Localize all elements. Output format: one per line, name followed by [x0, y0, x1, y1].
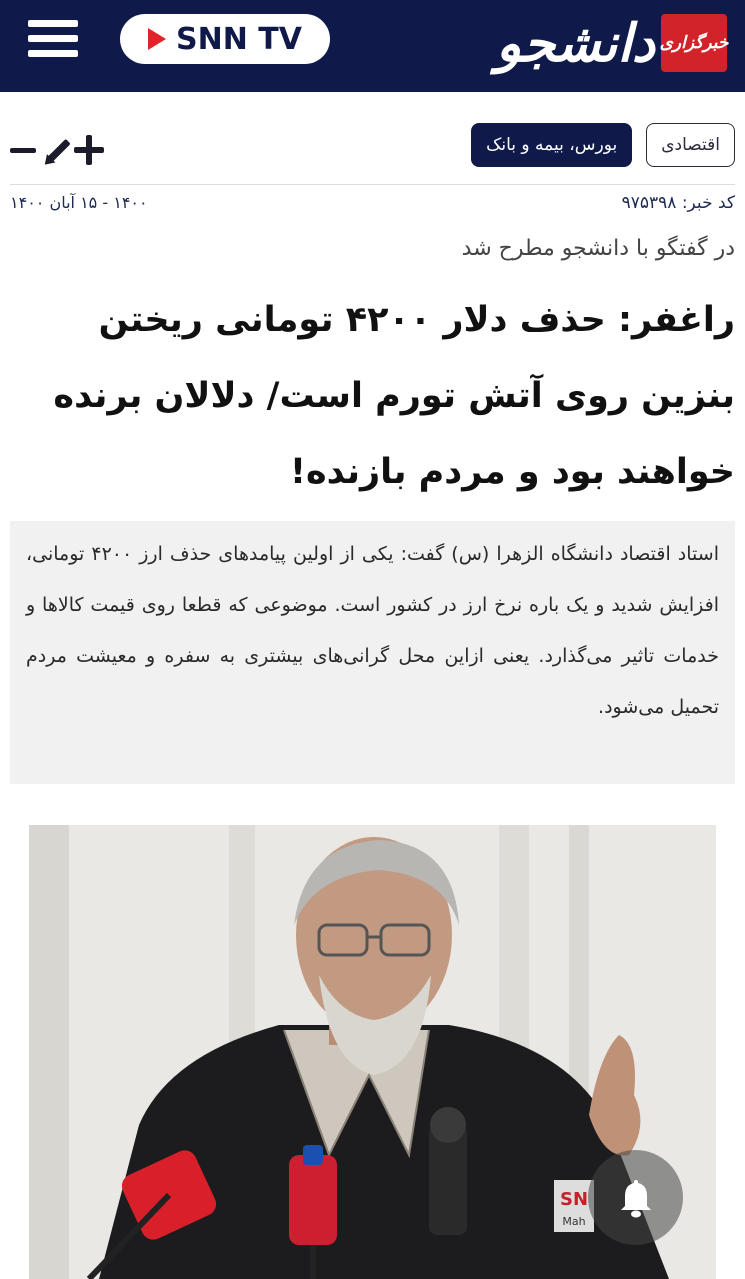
publish-date: ۱۴۰۰ - ۱۵ آبان ۱۴۰۰ — [10, 193, 148, 212]
snn-tv-button[interactable] — [120, 14, 330, 64]
font-increase-icon[interactable] — [74, 135, 104, 165]
logo-badge: خبرگزاری — [661, 14, 727, 72]
snn-tv-label: SNN TV — [176, 21, 302, 57]
tag-stock-insurance-bank[interactable]: بورس، بیمه و بانک — [471, 123, 632, 167]
watermark-sub: Mah — [562, 1215, 586, 1228]
play-icon — [148, 28, 166, 50]
watermark-text: SN — [559, 1189, 589, 1210]
divider — [10, 184, 735, 185]
tag-economy[interactable]: اقتصادی — [646, 123, 735, 167]
menu-icon[interactable] — [28, 20, 78, 60]
article-subtitle: در گفتگو با دانشجو مطرح شد — [461, 236, 735, 261]
font-decrease-icon[interactable] — [10, 148, 36, 153]
top-bar — [0, 0, 745, 92]
font-size-controls — [10, 130, 106, 170]
bell-icon — [619, 1178, 653, 1218]
site-logo[interactable] — [437, 10, 727, 78]
category-tags — [471, 123, 735, 167]
logo-text: دانشجو — [496, 13, 655, 74]
pen-icon — [40, 133, 74, 167]
news-code: کد خبر: ۹۷۵۳۹۸ — [621, 193, 735, 213]
article-headline: راغفر: حذف دلار ۴۲۰۰ تومانی ریختن بنزین روی آتش تورم است/ دلالان برنده خواهند بود و مردم بازنده! — [53, 300, 735, 492]
notification-bell-button[interactable] — [588, 1150, 683, 1245]
article-lead: استاد اقتصاد دانشگاه الزهرا (س) گفت: یکی از اولین پیامدهای حذف ارز ۴۲۰۰ تومانی، افزایش شدید و یک باره نرخ ارز در کشور است. موضوعی که قطعا روی قیمت کالاها و خدمات تاثیر می‌گذارد. یعنی ازاین محل گرانی‌های بیشتری به سفره و معیشت مردم تحمیل می‌شود. — [10, 521, 735, 784]
